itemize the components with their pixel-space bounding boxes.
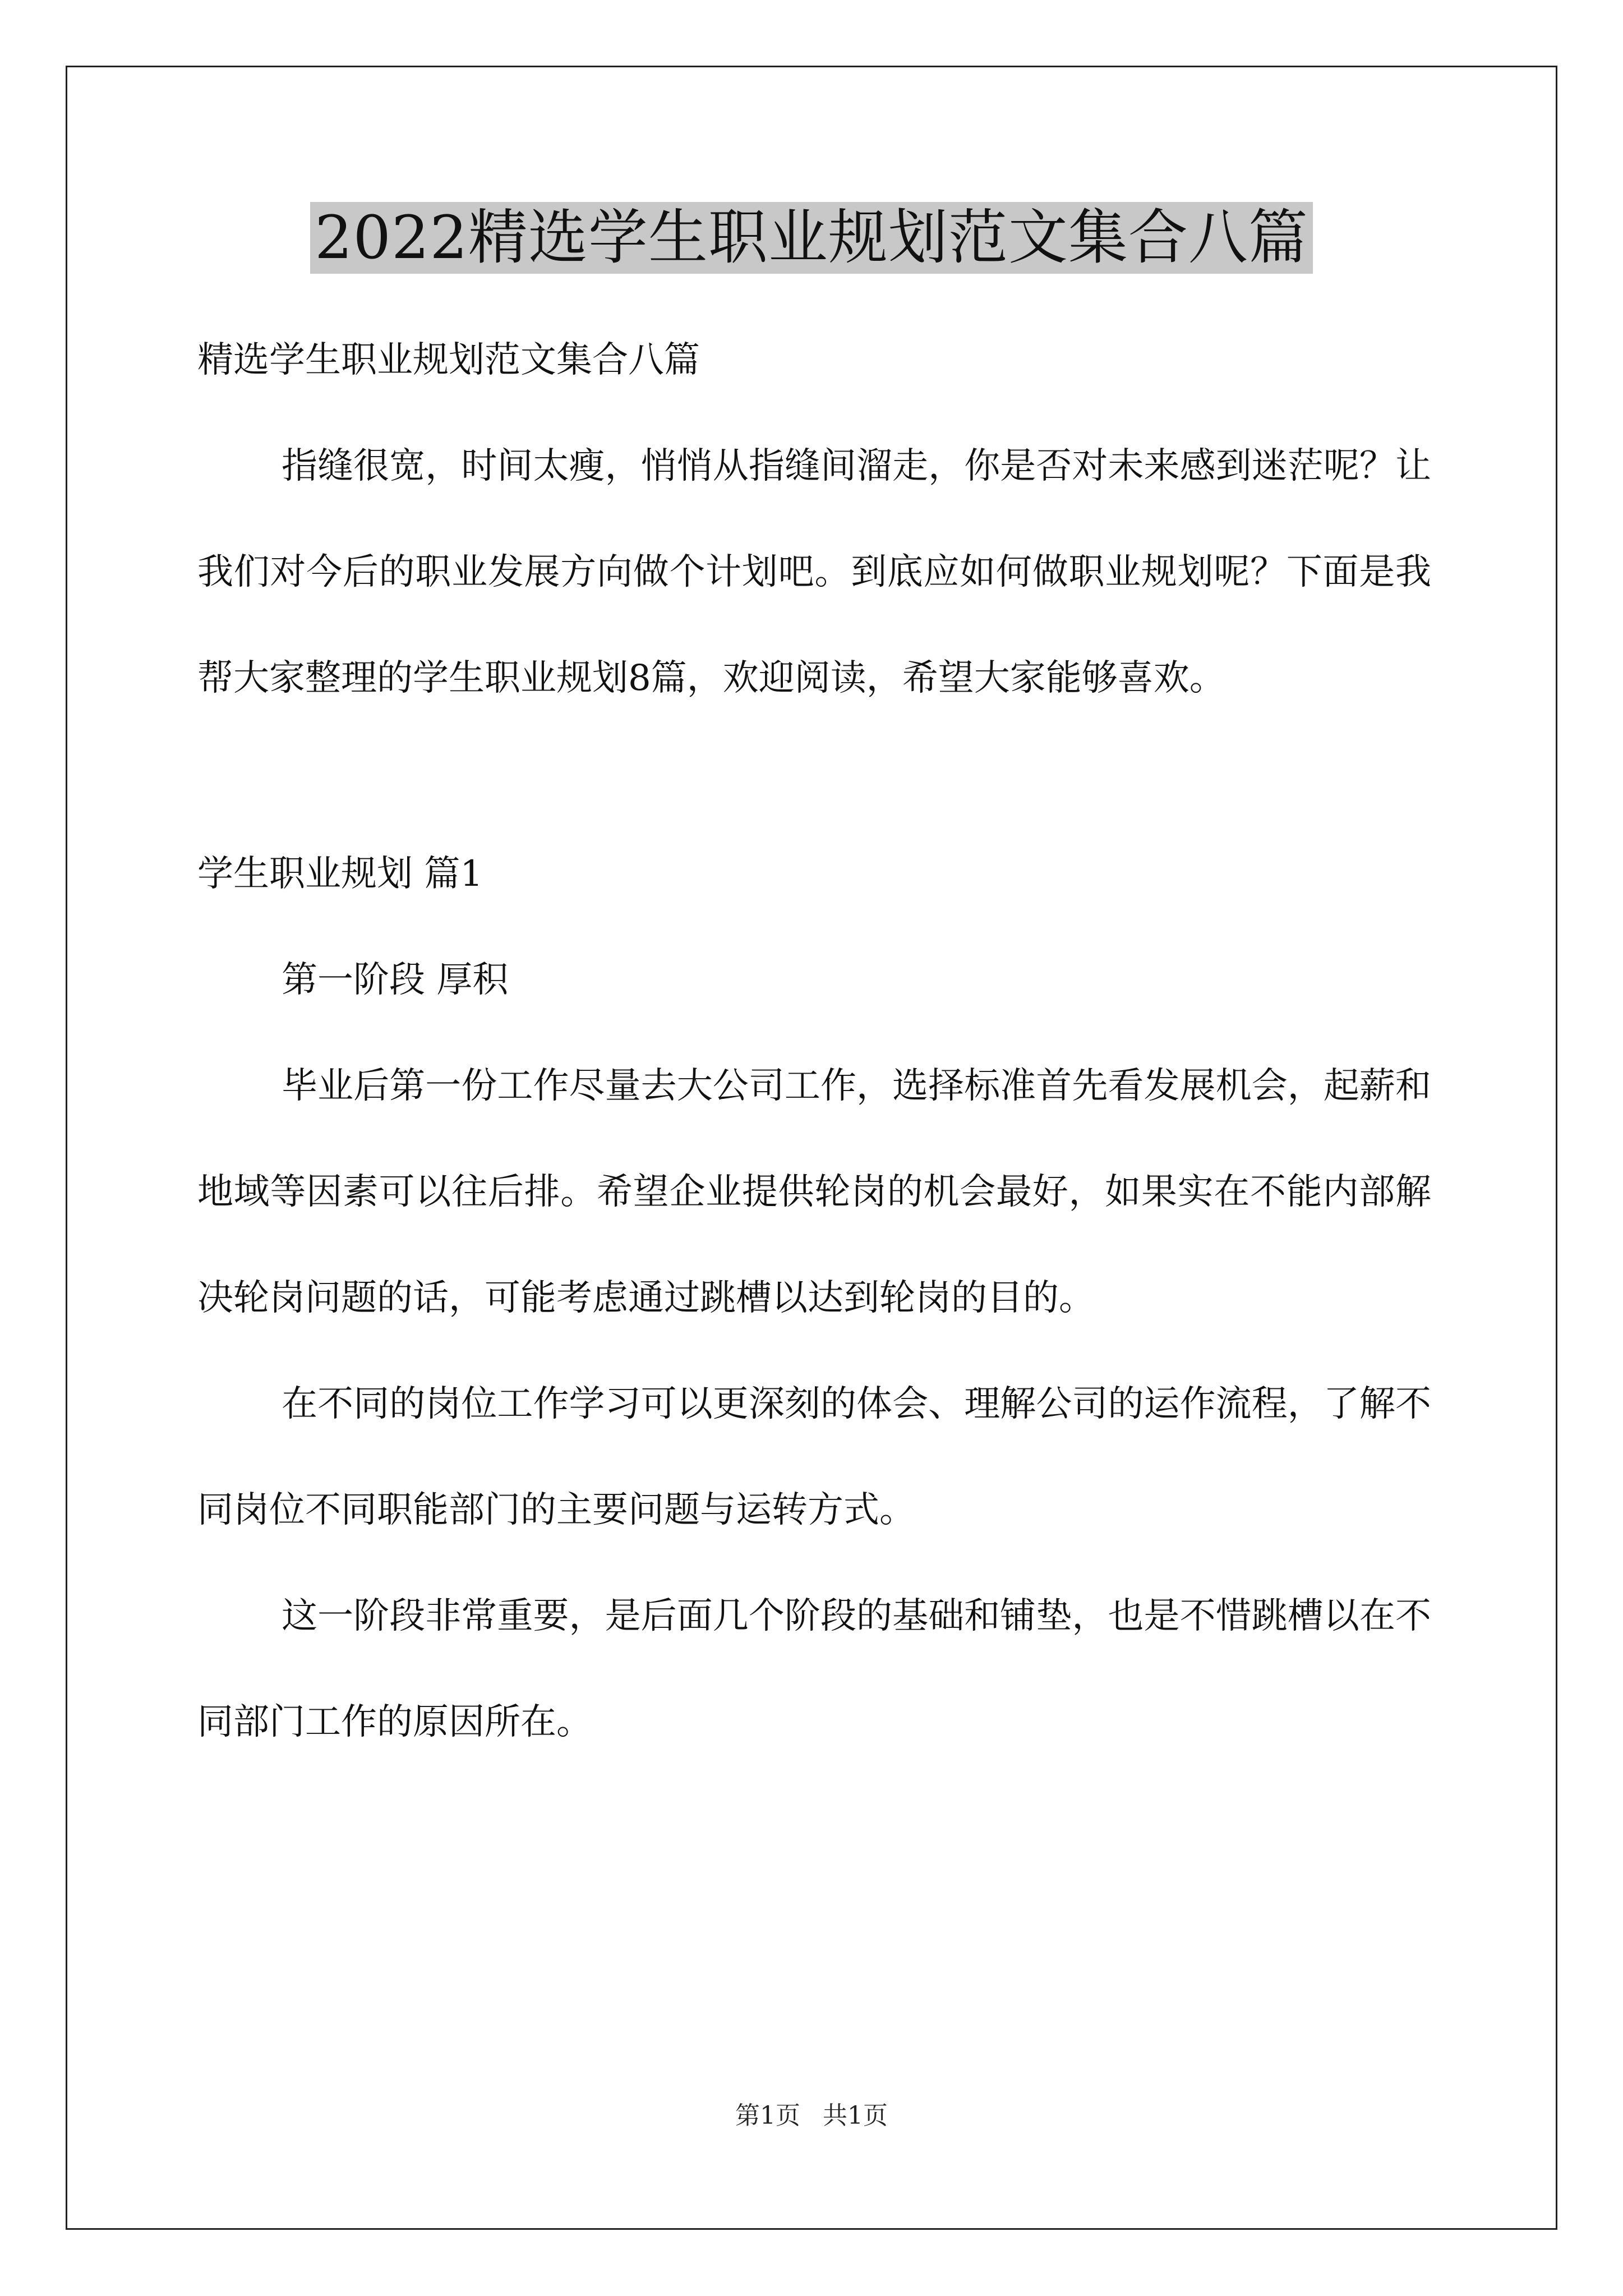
body-paragraph: 在不同的岗位工作学习可以更深刻的体会、理解公司的运作流程，了解不同岗位不同职能部门的主要问题与运转方式。 xyxy=(197,1383,1431,1531)
title-container xyxy=(0,202,1623,274)
page-footer xyxy=(0,2099,1623,2133)
section-heading: 学生职业规划 篇1 xyxy=(197,853,483,895)
document-subtitle: 精选学生职业规划范文集合八篇 xyxy=(197,339,700,381)
stage-heading: 第一阶段 厚积 xyxy=(282,959,509,1001)
page-total: 共1页 xyxy=(823,2101,888,2130)
page-number: 第1页 xyxy=(735,2101,800,2130)
section-spacer xyxy=(197,731,1431,821)
body-paragraph: 毕业后第一份工作尽量去大公司工作，选择标准首先看发展机会，起薪和地域等因素可以往后排。希望企业提供轮岗的机会最好，如果实在不能内部解决轮岗问题的话，可能考虑通过跳槽以达到轮岗的目的。 xyxy=(197,1065,1431,1319)
intro-paragraph: 指缝很宽，时间太瘦，悄悄从指缝间溜走，你是否对未来感到迷茫呢？让我们对今后的职业发展方向做个计划吧。到底应如何做职业规划呢？下面是我帮大家整理的学生职业规划8篇，欢迎阅读，希望大家能够喜欢。 xyxy=(197,445,1431,699)
document-body xyxy=(197,307,1431,1775)
body-paragraph: 这一阶段非常重要，是后面几个阶段的基础和铺垫，也是不惜跳槽以在不同部门工作的原因所在。 xyxy=(197,1595,1431,1743)
document-title: 2022精选学生职业规划范文集合八篇 xyxy=(310,202,1313,274)
